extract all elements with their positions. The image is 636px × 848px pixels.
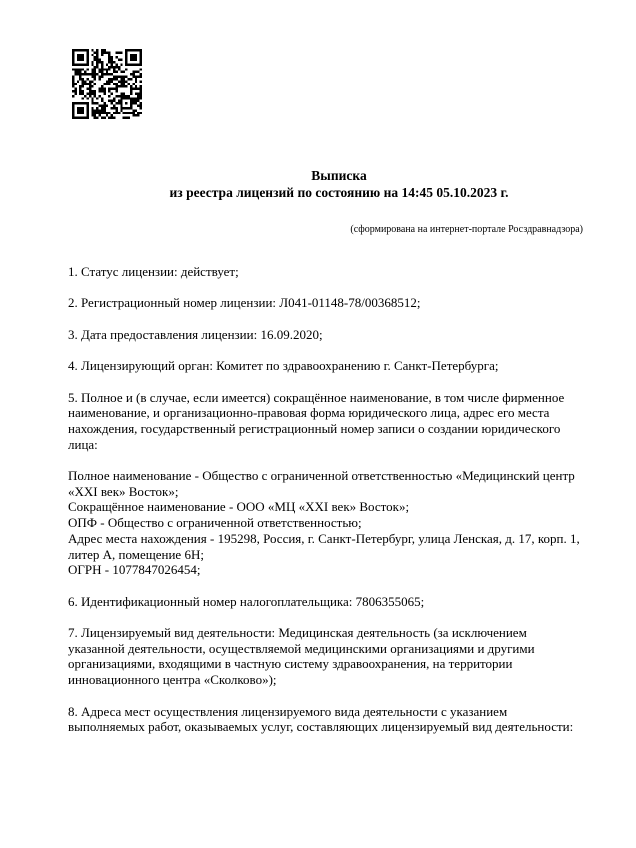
- paragraph-license-status: 1. Статус лицензии: действует;: [68, 264, 239, 279]
- org-short-name: Сокращённое наименование - ООО «МЦ «XXI век» Восток»;: [68, 499, 410, 515]
- paragraph-grant-date: 3. Дата предоставления лицензии: 16.09.2020;: [68, 326, 323, 342]
- paragraph-inn: 6. Идентификационный номер налогоплательщика: 7806355065;: [68, 593, 425, 609]
- org-ogrn: ОГРН - 1077847026454;: [68, 562, 201, 578]
- paragraph-licensing-authority: 4. Лицензирующий орган: Комитет по здравоохранению г. Санкт-Петербурга;: [68, 358, 499, 374]
- document-title-line1: Выписка: [311, 168, 367, 183]
- qr-code-svg: [72, 49, 142, 119]
- paragraph-names-heading: 5. Полное и (в случае, если имеется) сокращённое наименование, в том числе фирменное наименование, и организационно-правовая форма юридического лица, адрес его места нахождения, государственный регистрационный номер записи о создании юридического лица:: [68, 389, 565, 452]
- org-address: Адрес места нахождения - 195298, Россия, г. Санкт-Петербург, улица Ленская, д. 17, корп. 1, литер А, помещение 6Н;: [68, 530, 580, 562]
- paragraph-activity-type: 7. Лицензируемый вид деятельности: Медицинская деятельность (за исключением указанной деятельности, осуществляемой медицинскими организациями и другими организациями, входящими в частную систему здравоохранения, на территории инновационного центра «Сколково»);: [68, 625, 535, 688]
- org-legal-form: ОПФ - Общество с ограниченной ответственностью;: [68, 515, 362, 531]
- document-title-line2: из реестра лицензий по состоянию на 14:45 05.10.2023 г.: [169, 185, 509, 200]
- document-title: [68, 167, 610, 201]
- paragraph-addresses-heading: 8. Адреса мест осуществления лицензируемого вида деятельности с указанием выполняемых работ, оказываемых услуг, составляющих лицензируемый вид деятельности:: [68, 703, 574, 735]
- qr-code-icon: [72, 49, 142, 119]
- document-subtitle: (сформирована на интернет-портале Росздравнадзора): [350, 224, 583, 235]
- paragraph-registration-number: 2. Регистрационный номер лицензии: Л041-01148-78/00368512;: [68, 295, 421, 311]
- org-full-name: Полное наименование - Общество с ограниченной ответственностью «Медицинский центр «XXI век» Восток»;: [68, 468, 575, 499]
- org-details-block: [68, 468, 581, 578]
- document-body: [68, 264, 581, 751]
